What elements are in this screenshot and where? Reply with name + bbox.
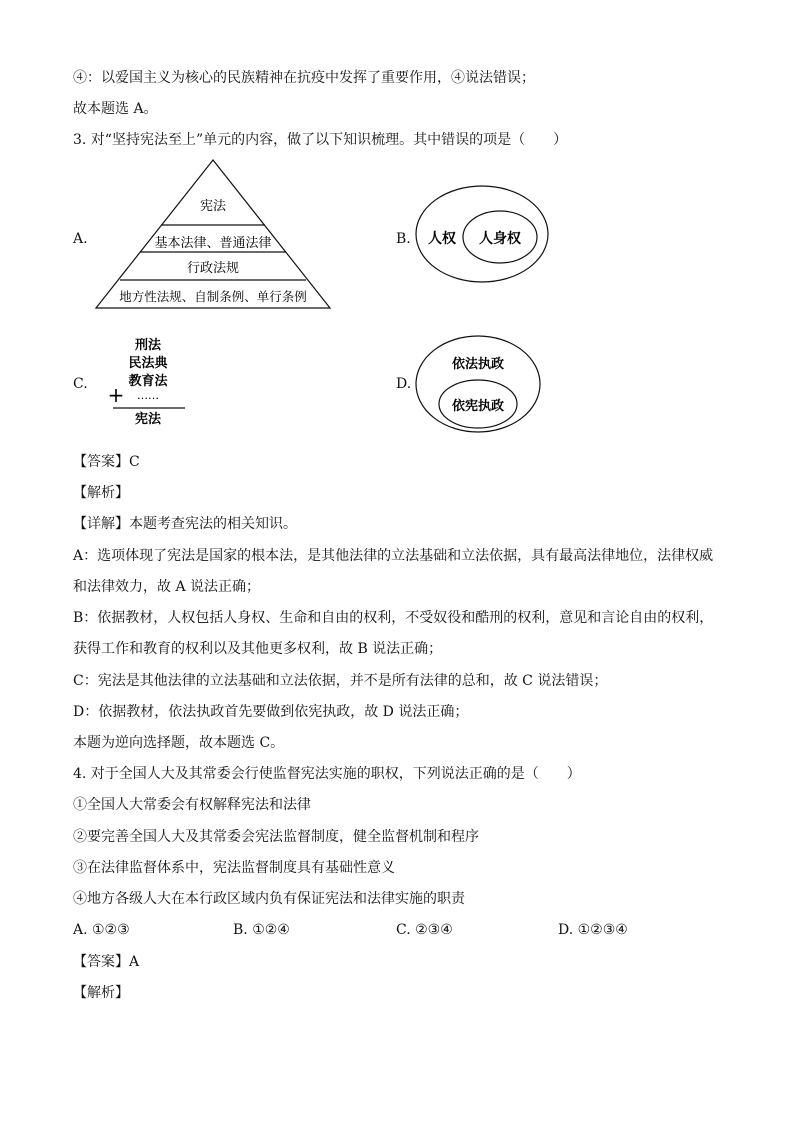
item-criminal-law: 刑法 xyxy=(134,338,162,353)
option-c-label: C. xyxy=(73,376,88,392)
pyramid-tier-3: 行政法规 xyxy=(186,261,240,276)
pyramid-tier-4: 地方性法规、自制条例、单行条例 xyxy=(119,289,307,304)
text-line: ④：以爱国主义为核心的民族精神在抗疫中发挥了重要作用，④说法错误； xyxy=(73,70,535,86)
detail-intro: 【详解】本题考查宪法的相关知识。 xyxy=(73,516,297,532)
text-line: 和法律效力，故 A 说法正确； xyxy=(73,579,261,595)
question-3: 3. 对“坚持宪法至上”单元的内容，做了以下知识梳理。其中错误的项是（ ） xyxy=(73,132,568,148)
text-line: 获得工作和教育的权利以及其他更多权利，故 B 说法正确； xyxy=(73,641,443,657)
text-line: 故本题选 A。 xyxy=(73,101,158,117)
statement-3: ③在法律监督体系中，宪法监督制度具有基础性意义 xyxy=(73,860,395,876)
inner-label: 人身权 xyxy=(479,231,521,247)
question-4: 4. 对于全国人大及其常委会行使监督宪法实施的职权，下列说法正确的是（ ） xyxy=(73,766,581,782)
text-line: B：依据教材，人权包括人身权、生命和自由的权利，不受奴役和酷刑的权利，意见和言论自由的权利， xyxy=(73,610,714,626)
q4-option-c: C. ②③④ xyxy=(396,922,453,938)
text-line: C：宪法是其他法律的立法基础和立法依据，并不是所有法律的总和，故 C 说法错误； xyxy=(73,673,608,689)
statement-1: ①全国人大常委会有权解释宪法和法律 xyxy=(73,797,311,813)
pyramid-tier-1: 宪法 xyxy=(199,199,227,214)
pyramid-tier-2: 基本法律、普通法律 xyxy=(154,236,272,251)
text-line: D：依据教材，依法执政首先要做到依宪执政，故 D 说法正确； xyxy=(73,704,469,720)
text-line: 本题为逆向选择题，故本题选 C。 xyxy=(73,735,285,751)
pyramid-diagram xyxy=(94,158,334,310)
option-b-label: B. xyxy=(396,231,411,247)
outer-label: 依法执政 xyxy=(451,357,505,372)
q4-options xyxy=(73,920,733,940)
governance-circle-diagram xyxy=(414,334,542,434)
result-constitution: 宪法 xyxy=(134,412,162,427)
statement-2: ②要完善全国人大及其常委会宪法监督制度，健全监督机制和程序 xyxy=(73,829,479,845)
q4-option-d: D. ①②③④ xyxy=(558,922,628,938)
answer-4: 【答案】A xyxy=(73,954,140,970)
option-a-label: A. xyxy=(73,231,88,247)
option-d-label: D. xyxy=(396,376,412,392)
answer-3: 【答案】C xyxy=(73,454,140,470)
analysis-heading: 【解析】 xyxy=(73,985,129,1001)
inner-label: 依宪执政 xyxy=(451,399,505,414)
human-rights-ellipse-diagram xyxy=(414,184,550,284)
q4-option-a: A. ①②③ xyxy=(73,922,130,938)
item-civil-code: 民法典 xyxy=(128,356,168,371)
text-line: A：选项体现了宪法是国家的根本法，是其他法律的立法基础和立法依据，具有最高法律地位，法律权威 xyxy=(73,548,714,564)
q4-option-b: B. ①②④ xyxy=(233,922,290,938)
item-ellipsis: …… xyxy=(137,389,159,402)
outer-label: 人权 xyxy=(428,231,456,247)
law-sum-diagram xyxy=(105,336,189,428)
statement-4: ④地方各级人大在本行政区域内负有保证宪法和法律实施的职责 xyxy=(73,891,465,907)
item-education-law: 教育法 xyxy=(128,374,168,389)
plus-sign: + xyxy=(107,383,125,407)
analysis-heading: 【解析】 xyxy=(73,485,129,501)
